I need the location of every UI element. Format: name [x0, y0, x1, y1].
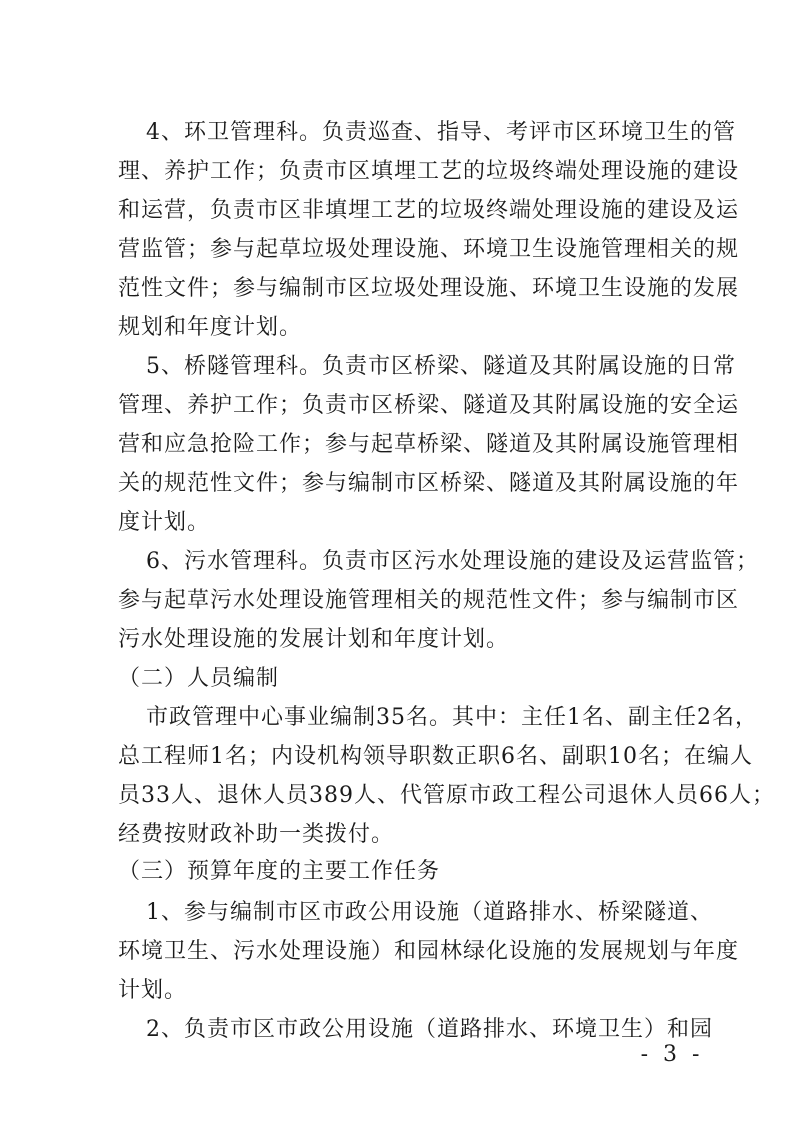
section-heading: （二）人员编制: [118, 666, 280, 691]
paragraph-line: 和运营，负责市区非填埋工艺的垃圾终端处理设施的建设及运: [118, 198, 740, 223]
paragraph-line: 规划和年度计划。: [118, 315, 303, 340]
paragraph-line: 环境卫生、污水处理设施）和园林绿化设施的发展规划与年度: [118, 939, 740, 964]
paragraph-line: 经费按财政补助一类拨付。: [118, 822, 395, 847]
page-number: - 3 -: [640, 1042, 704, 1067]
paragraph-line: 总工程师1名；内设机构领导职数正职6名、副职10名；在编人: [118, 744, 753, 769]
paragraph-line: 员33人、退休人员389人、代管原市政工程公司退休人员66人；: [118, 783, 775, 808]
paragraph-line: 范性文件；参与编制市区垃圾处理设施、环境卫生设施的发展: [118, 276, 740, 301]
paragraph-line: 营和应急抢险工作；参与起草桥梁、隧道及其附属设施管理相: [118, 432, 740, 457]
section-heading: （三）预算年度的主要工作任务: [118, 859, 441, 884]
paragraph-line: 计划。: [118, 978, 188, 1003]
paragraph-line: 参与起草污水处理设施管理相关的规范性文件；参与编制市区: [118, 588, 740, 613]
paragraph-line: 度计划。: [118, 510, 211, 535]
paragraph-line: 市政管理中心事业编制35名。其中：主任1名、副主任2名，: [146, 705, 758, 730]
paragraph-line: 理、养护工作；负责市区填埋工艺的垃圾终端处理设施的建设: [118, 159, 740, 184]
paragraph-line: 管理、养护工作；负责市区桥梁、隧道及其附属设施的安全运: [118, 393, 740, 418]
paragraph-line: 营监管；参与起草垃圾处理设施、环境卫生设施管理相关的规: [118, 237, 740, 262]
paragraph-line: 污水处理设施的发展计划和年度计划。: [118, 627, 510, 652]
paragraph-line: 6、污水管理科。负责市区污水处理设施的建设及运营监管；: [146, 549, 759, 574]
paragraph-line: 1、参与编制市区市政公用设施（道路排水、桥梁隧道、: [146, 900, 713, 925]
paragraph-line: 5、桥隧管理科。负责市区桥梁、隧道及其附属设施的日常: [146, 354, 736, 379]
paragraph-line: 关的规范性文件；参与编制市区桥梁、隧道及其附属设施的年: [118, 471, 740, 496]
paragraph-line: 2、负责市区市政公用设施（道路排水、环境卫生）和园: [146, 1017, 713, 1042]
paragraph-line: 4、环卫管理科。负责巡查、指导、考评市区环境卫生的管: [146, 120, 736, 145]
